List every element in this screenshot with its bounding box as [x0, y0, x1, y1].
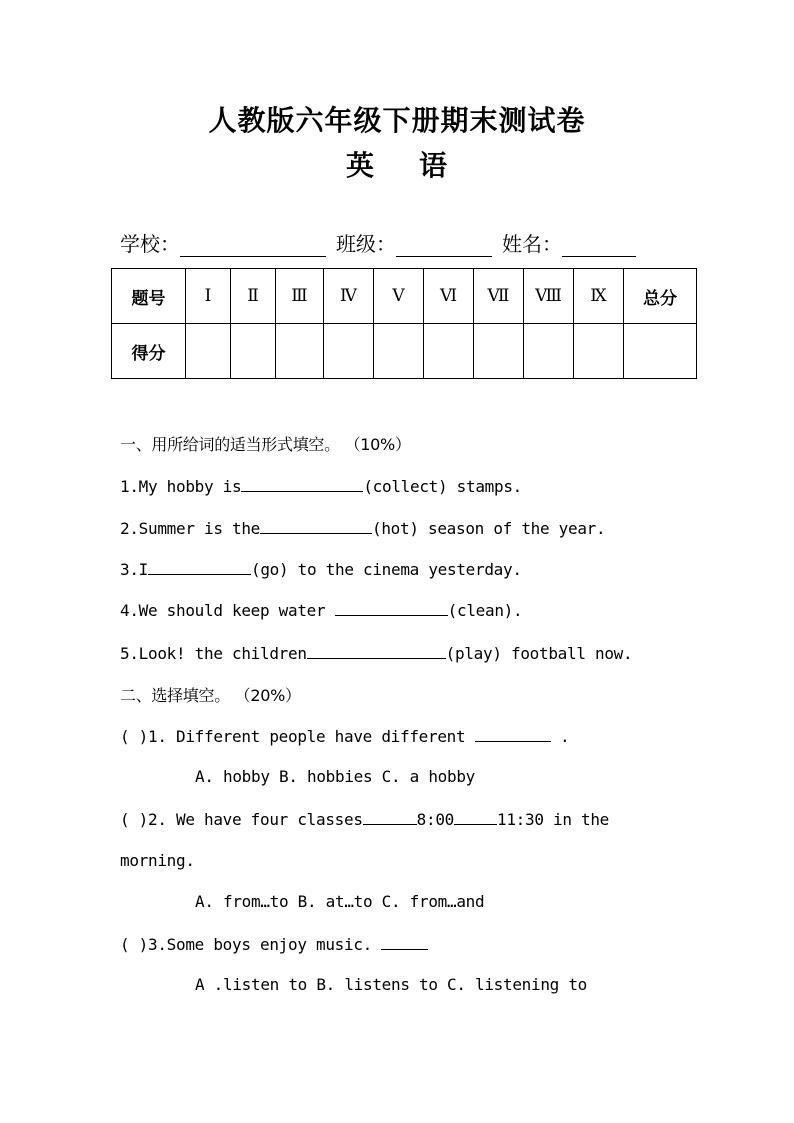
score-cell[interactable] — [374, 324, 424, 379]
name-label: 姓名： — [502, 232, 562, 256]
column-2: Ⅱ — [231, 269, 276, 324]
school-blank[interactable] — [180, 234, 326, 257]
fill-item-5 — [120, 643, 632, 663]
column-1: Ⅰ — [186, 269, 231, 324]
question-text: 11:30 in the — [497, 810, 609, 829]
item-text: 1.My hobby is — [120, 477, 242, 496]
item-text: (play) football now. — [445, 644, 633, 663]
subtitle-char-1: 英 — [345, 149, 375, 182]
answer-blank[interactable] — [335, 600, 448, 616]
item-text: 4.We should keep water — [120, 601, 335, 620]
column-6: Ⅵ — [424, 269, 474, 324]
answer-blank[interactable] — [148, 559, 251, 575]
answer-blank[interactable] — [241, 476, 363, 492]
item-text: 3.I — [120, 560, 148, 579]
item-text: (clean). — [447, 601, 523, 620]
column-4: Ⅳ — [324, 269, 374, 324]
score-table-score-row — [112, 324, 697, 379]
student-info-line — [120, 228, 680, 257]
answer-blank[interactable] — [307, 643, 446, 659]
page-title: 人教版六年级下册期末测试卷 — [208, 104, 586, 137]
item-text: (collect) stamps. — [363, 477, 522, 496]
score-cell[interactable] — [474, 324, 524, 379]
answer-blank[interactable] — [363, 809, 417, 825]
fill-item-2 — [120, 518, 605, 538]
question-text: ( )2. We have four classes — [120, 810, 363, 829]
question-number-label: 题号 — [112, 269, 186, 324]
question-text: ( )1. Different people have different — [120, 727, 475, 746]
answer-blank[interactable] — [381, 934, 428, 950]
answer-blank[interactable] — [260, 518, 372, 534]
class-blank[interactable] — [396, 234, 492, 257]
choice-options-2: A. from…to B. at…to C. from…and — [195, 892, 485, 911]
score-label: 得分 — [112, 324, 186, 379]
fill-item-4 — [120, 600, 522, 620]
score-cell[interactable] — [186, 324, 231, 379]
name-blank[interactable] — [562, 234, 636, 257]
answer-blank[interactable] — [475, 726, 551, 742]
fill-item-3 — [120, 559, 522, 579]
fill-item-1 — [120, 476, 522, 496]
score-cell[interactable] — [424, 324, 474, 379]
column-5: Ⅴ — [374, 269, 424, 324]
choice-options-3: A .listen to B. listens to C. listening to — [195, 975, 587, 994]
total-label: 总分 — [624, 269, 697, 324]
choice-question-3 — [120, 934, 428, 954]
school-label: 学校： — [120, 232, 180, 256]
column-3: Ⅲ — [276, 269, 324, 324]
section-1-heading: 一、用所给词的适当形式填空。 （10%） — [120, 435, 411, 454]
column-8: Ⅷ — [524, 269, 574, 324]
score-table — [111, 268, 697, 379]
item-text: (hot) season of the year. — [372, 519, 606, 538]
score-cell[interactable] — [324, 324, 374, 379]
item-text: 2.Summer is the — [120, 519, 260, 538]
score-cell[interactable] — [574, 324, 624, 379]
section-2-heading: 二、选择填空。 （20%） — [120, 686, 301, 705]
score-cell[interactable] — [524, 324, 574, 379]
question-text: . — [550, 727, 570, 746]
column-7: Ⅶ — [474, 269, 524, 324]
score-cell[interactable] — [276, 324, 324, 379]
choice-question-2 — [120, 809, 609, 829]
column-9: Ⅸ — [574, 269, 624, 324]
class-label: 班级： — [336, 232, 396, 256]
answer-blank[interactable] — [454, 809, 497, 825]
total-score-cell[interactable] — [624, 324, 697, 379]
score-table-header-row — [112, 269, 697, 324]
choice-options-1: A. hobby B. hobbies C. a hobby — [195, 767, 475, 786]
choice-question-1 — [120, 726, 569, 746]
question-text: ( )3.Some boys enjoy music. — [120, 935, 382, 954]
choice-question-2-continued: morning. — [120, 851, 195, 870]
item-text: (go) to the cinema yesterday. — [251, 560, 522, 579]
item-text: 5.Look! the children — [120, 644, 307, 663]
subtitle-char-2: 语 — [419, 149, 449, 182]
page-subtitle — [0, 144, 794, 184]
question-text: 8:00 — [416, 810, 454, 829]
score-cell[interactable] — [231, 324, 276, 379]
